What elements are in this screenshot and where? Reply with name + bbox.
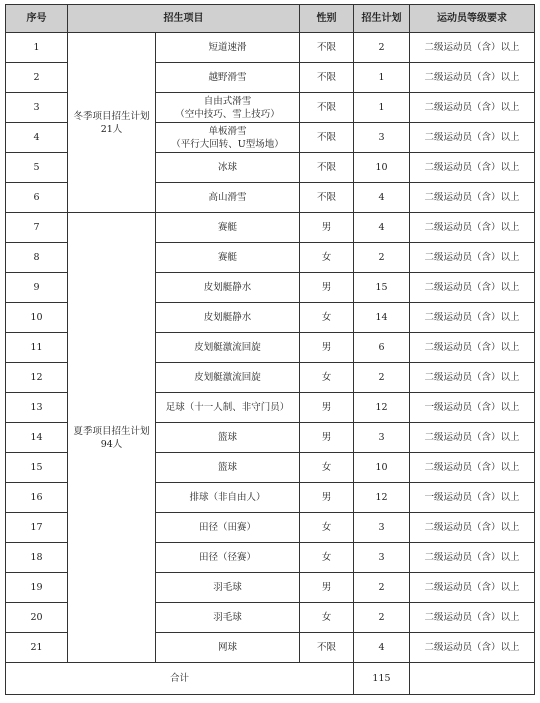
row-requirement: 二级运动员（含）以上 bbox=[410, 93, 535, 123]
row-index: 20 bbox=[6, 603, 68, 633]
row-index: 14 bbox=[6, 423, 68, 453]
row-index: 19 bbox=[6, 573, 68, 603]
row-sport bbox=[156, 573, 300, 603]
row-index: 13 bbox=[6, 393, 68, 423]
table-row bbox=[6, 213, 535, 243]
row-requirement: 二级运动员（含）以上 bbox=[410, 453, 535, 483]
row-index: 21 bbox=[6, 633, 68, 663]
row-requirement: 二级运动员（含）以上 bbox=[410, 123, 535, 153]
row-sport-name: 赛艇 bbox=[217, 222, 237, 233]
header-row bbox=[6, 5, 535, 33]
row-sport-name: 皮划艇静水 bbox=[203, 312, 252, 323]
row-index: 15 bbox=[6, 453, 68, 483]
row-index: 2 bbox=[6, 63, 68, 93]
row-sport bbox=[156, 423, 300, 453]
row-sport bbox=[156, 123, 300, 153]
row-index: 7 bbox=[6, 213, 68, 243]
row-requirement: 二级运动员（含）以上 bbox=[410, 633, 535, 663]
table-footer bbox=[6, 663, 535, 695]
row-sport bbox=[156, 543, 300, 573]
row-plan: 2 bbox=[354, 243, 410, 273]
row-sport-name: 羽毛球 bbox=[213, 582, 242, 593]
row-gender: 女 bbox=[300, 303, 354, 333]
row-sport-name: 自由式滑雪 bbox=[203, 95, 252, 107]
row-sport bbox=[156, 33, 300, 63]
row-gender: 女 bbox=[300, 603, 354, 633]
row-plan: 3 bbox=[354, 123, 410, 153]
row-requirement: 二级运动员（含）以上 bbox=[410, 153, 535, 183]
row-gender: 男 bbox=[300, 483, 354, 513]
row-gender: 不限 bbox=[300, 63, 354, 93]
row-plan: 15 bbox=[354, 273, 410, 303]
row-gender: 女 bbox=[300, 243, 354, 273]
row-sport bbox=[156, 153, 300, 183]
row-requirement: 二级运动员（含）以上 bbox=[410, 183, 535, 213]
row-plan: 4 bbox=[354, 213, 410, 243]
table-header bbox=[6, 5, 535, 33]
row-index: 8 bbox=[6, 243, 68, 273]
row-requirement: 二级运动员（含）以上 bbox=[410, 423, 535, 453]
row-gender: 不限 bbox=[300, 33, 354, 63]
row-sport-name: 越野滑雪 bbox=[208, 72, 247, 83]
row-index: 4 bbox=[6, 123, 68, 153]
row-index: 16 bbox=[6, 483, 68, 513]
row-sport-name: 皮划艇激流回旋 bbox=[194, 372, 261, 383]
row-plan: 4 bbox=[354, 633, 410, 663]
row-sport-name: 网球 bbox=[217, 642, 237, 653]
row-gender: 女 bbox=[300, 513, 354, 543]
row-index: 11 bbox=[6, 333, 68, 363]
header-requirement: 运动员等级要求 bbox=[410, 5, 535, 33]
row-sport bbox=[156, 183, 300, 213]
row-gender: 男 bbox=[300, 333, 354, 363]
row-plan: 3 bbox=[354, 543, 410, 573]
row-requirement: 二级运动员（含）以上 bbox=[410, 363, 535, 393]
row-index: 9 bbox=[6, 273, 68, 303]
row-requirement: 二级运动员（含）以上 bbox=[410, 513, 535, 543]
row-plan: 3 bbox=[354, 423, 410, 453]
recruitment-table bbox=[5, 4, 535, 695]
row-requirement: 二级运动员（含）以上 bbox=[410, 243, 535, 273]
row-requirement: 二级运动员（含）以上 bbox=[410, 573, 535, 603]
row-sport-name: 篮球 bbox=[217, 462, 237, 473]
row-sport-name: 排球（非自由人） bbox=[189, 492, 266, 503]
row-requirement: 二级运动员（含）以上 bbox=[410, 303, 535, 333]
row-requirement: 一级运动员（含）以上 bbox=[410, 483, 535, 513]
row-gender: 男 bbox=[300, 273, 354, 303]
row-index: 18 bbox=[6, 543, 68, 573]
row-gender: 男 bbox=[300, 423, 354, 453]
row-sport bbox=[156, 63, 300, 93]
row-gender: 不限 bbox=[300, 93, 354, 123]
row-index: 1 bbox=[6, 33, 68, 63]
row-sport bbox=[156, 453, 300, 483]
row-sport-name: 皮划艇静水 bbox=[203, 282, 252, 293]
row-plan: 12 bbox=[354, 393, 410, 423]
row-sport-name: 单板滑雪 bbox=[208, 125, 247, 137]
row-gender: 不限 bbox=[300, 153, 354, 183]
row-gender: 不限 bbox=[300, 123, 354, 153]
row-plan: 2 bbox=[354, 363, 410, 393]
row-index: 17 bbox=[6, 513, 68, 543]
row-sport-detail: （空中技巧、雪上技巧） bbox=[175, 108, 280, 120]
row-sport-name: 足球（十一人制、非守门员） bbox=[165, 402, 290, 413]
row-plan: 2 bbox=[354, 33, 410, 63]
row-sport-name: 皮划艇激流回旋 bbox=[194, 342, 261, 353]
row-gender: 女 bbox=[300, 543, 354, 573]
header-project: 招生项目 bbox=[68, 5, 300, 33]
row-requirement: 二级运动员（含）以上 bbox=[410, 213, 535, 243]
table-row bbox=[6, 33, 535, 63]
group-summer: 夏季项目招生计划94人 bbox=[68, 213, 156, 663]
row-plan: 10 bbox=[354, 453, 410, 483]
row-plan: 4 bbox=[354, 183, 410, 213]
total-row bbox=[6, 663, 535, 695]
row-sport-name: 高山滑雪 bbox=[208, 192, 247, 203]
row-index: 6 bbox=[6, 183, 68, 213]
row-sport bbox=[156, 633, 300, 663]
row-sport-name: 短道速滑 bbox=[208, 42, 247, 53]
row-sport bbox=[156, 273, 300, 303]
row-sport bbox=[156, 213, 300, 243]
row-sport-detail: （平行大回转、U型场地） bbox=[171, 138, 284, 150]
row-plan: 10 bbox=[354, 153, 410, 183]
row-plan: 6 bbox=[354, 333, 410, 363]
row-sport bbox=[156, 303, 300, 333]
row-sport bbox=[156, 333, 300, 363]
row-requirement: 二级运动员（含）以上 bbox=[410, 603, 535, 633]
row-requirement: 二级运动员（含）以上 bbox=[410, 543, 535, 573]
table-body bbox=[6, 33, 535, 663]
row-sport bbox=[156, 603, 300, 633]
row-sport-name: 羽毛球 bbox=[213, 612, 242, 623]
row-requirement: 二级运动员（含）以上 bbox=[410, 33, 535, 63]
row-gender: 男 bbox=[300, 213, 354, 243]
header-plan: 招生计划 bbox=[354, 5, 410, 33]
row-plan: 1 bbox=[354, 63, 410, 93]
row-sport-name: 篮球 bbox=[217, 432, 237, 443]
row-sport-name: 田径（径赛） bbox=[198, 552, 256, 563]
row-plan: 2 bbox=[354, 573, 410, 603]
row-gender: 女 bbox=[300, 363, 354, 393]
row-sport bbox=[156, 483, 300, 513]
row-plan: 14 bbox=[354, 303, 410, 333]
header-gender: 性别 bbox=[300, 5, 354, 33]
row-plan: 2 bbox=[354, 603, 410, 633]
row-index: 5 bbox=[6, 153, 68, 183]
total-empty-cell bbox=[410, 663, 535, 695]
row-sport bbox=[156, 363, 300, 393]
group-winter: 冬季项目招生计划21人 bbox=[68, 33, 156, 213]
total-label: 合计 bbox=[6, 663, 354, 695]
row-requirement: 二级运动员（含）以上 bbox=[410, 333, 535, 363]
row-sport-name: 田径（田赛） bbox=[198, 522, 256, 533]
row-sport bbox=[156, 393, 300, 423]
row-gender: 女 bbox=[300, 453, 354, 483]
row-sport bbox=[156, 93, 300, 123]
header-index: 序号 bbox=[6, 5, 68, 33]
total-value: 115 bbox=[354, 663, 410, 695]
row-sport-name: 冰球 bbox=[217, 162, 237, 173]
row-sport bbox=[156, 243, 300, 273]
row-index: 12 bbox=[6, 363, 68, 393]
row-requirement: 二级运动员（含）以上 bbox=[410, 63, 535, 93]
row-requirement: 二级运动员（含）以上 bbox=[410, 273, 535, 303]
row-sport-name: 赛艇 bbox=[217, 252, 237, 263]
row-gender: 不限 bbox=[300, 183, 354, 213]
row-plan: 12 bbox=[354, 483, 410, 513]
row-gender: 男 bbox=[300, 393, 354, 423]
row-plan: 1 bbox=[354, 93, 410, 123]
row-plan: 3 bbox=[354, 513, 410, 543]
row-gender: 不限 bbox=[300, 633, 354, 663]
row-index: 10 bbox=[6, 303, 68, 333]
row-gender: 男 bbox=[300, 573, 354, 603]
row-requirement: 一级运动员（含）以上 bbox=[410, 393, 535, 423]
row-index: 3 bbox=[6, 93, 68, 123]
row-sport bbox=[156, 513, 300, 543]
